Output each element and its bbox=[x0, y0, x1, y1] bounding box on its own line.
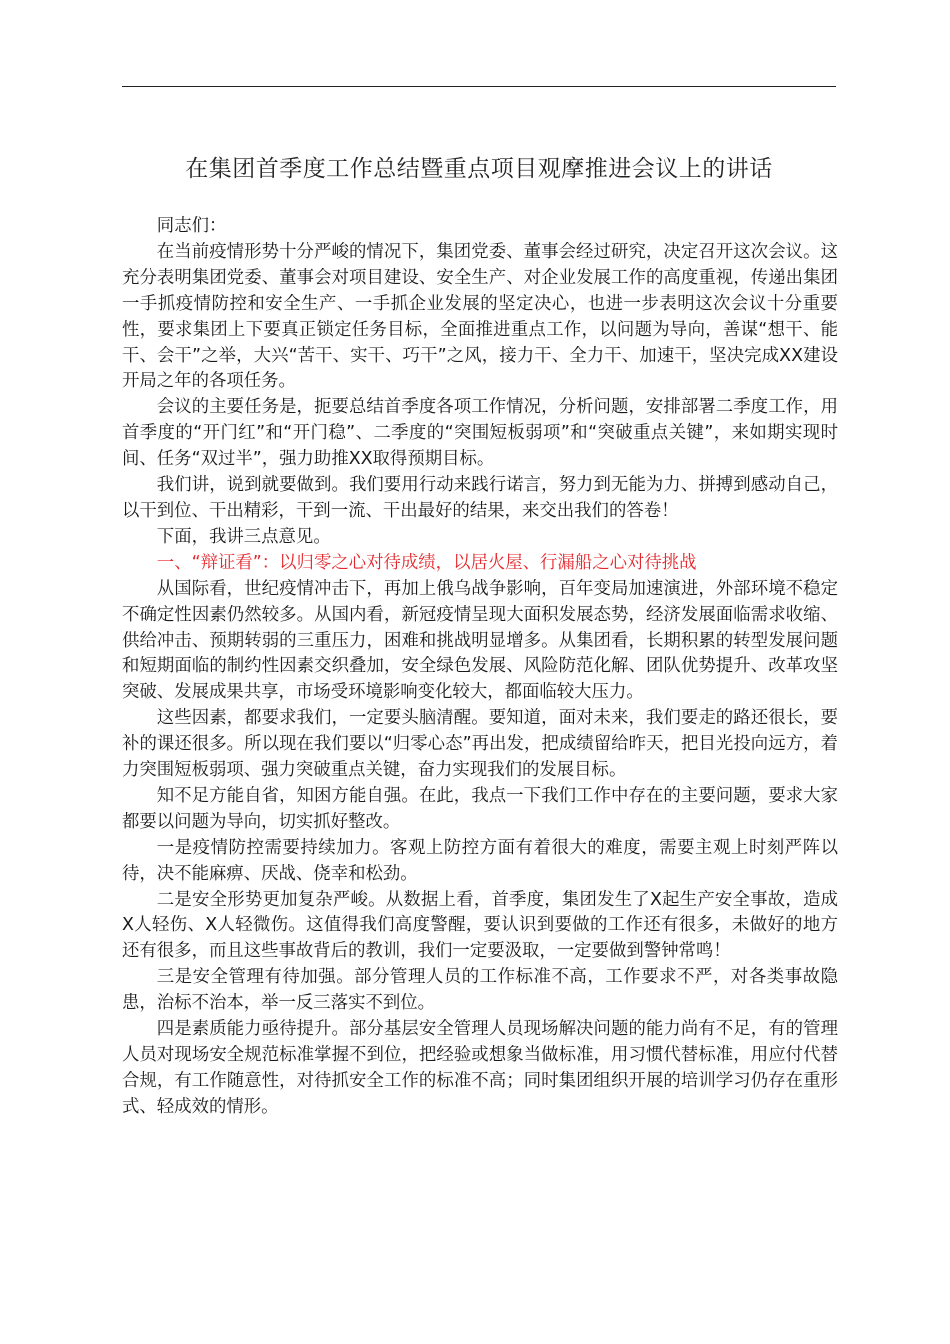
paragraph: 我们讲，说到就要做到。我们要用行动来践行诺言，努力到无能为力、拼搏到感动自己，以干到位、干出精彩，干到一流、干出最好的结果，来交出我们的答卷！ bbox=[122, 475, 838, 521]
paragraph: 四是素质能力亟待提升。部分基层安全管理人员现场解决问题的能力尚有不足，有的管理人员对现场安全规范标准掌握不到位，把经验或想象当做标准，用习惯代替标准，用应付代替合规，有工作随意性，对待抓安全工作的标准不高；同时集团组织开展的培训学习仍存在重形式、轻成效的情形。 bbox=[122, 1019, 838, 1117]
paragraph: 三是安全管理有待加强。部分管理人员的工作标准不高，工作要求不严，对各类事故隐患，治标不治本，举一反三落实不到位。 bbox=[122, 967, 838, 1014]
paragraph: 这些因素，都要求我们，一定要头脑清醒。要知道，面对未来，我们要走的路还很长，要补的课还很多。所以现在我们要以“归零心态”再出发，把成绩留给昨天，把目光投向远方，着力突围短板弱项、强力突破重点关键，奋力实现我们的发展目标。 bbox=[122, 708, 838, 781]
paragraph: 一是疫情防控需要持续加力。客观上防控方面有着很大的难度，需要主观上时刻严阵以待，决不能麻痹、厌战、侥幸和松劲。 bbox=[122, 837, 838, 884]
paragraph: 二是安全形势更加复杂严峻。从数据上看，首季度，集团发生了X起生产安全事故，造成X人轻伤、X人轻微伤。这值得我们高度警醒，要认识到要做的工作还有很多，未做好的地方还有很多，而且这些事故背后的教训，我们一定要汲取，一定要做到警钟常鸣！ bbox=[122, 889, 838, 962]
section-heading: 一、“辩证看”：以归零之心对待成绩，以居火屋、行漏船之心对待挑战 bbox=[156, 552, 697, 573]
paragraph: 下面，我讲三点意见。 bbox=[156, 526, 331, 547]
paragraph: 会议的主要任务是，扼要总结首季度各项工作情况，分析问题，安排部署二季度工作，用首季度的“开门红”和“开门稳”、二季度的“突围短板弱项”和“突破重点关键”，来如期实现时间、任务“双过半”，强力助推XX取得预期目标。 bbox=[122, 397, 838, 470]
top-rule bbox=[122, 86, 836, 87]
paragraph: 知不足方能自省，知困方能自强。在此，我点一下我们工作中存在的主要问题，要求大家都要以问题为导向，切实抓好整改。 bbox=[122, 785, 838, 832]
document-body bbox=[122, 214, 838, 1121]
document-title: 在集团首季度工作总结暨重点项目观摩推进会议上的讲话 bbox=[185, 156, 773, 182]
paragraph: 在当前疫情形势十分严峻的情况下，集团党委、董事会经过研究，决定召开这次会议。这充分表明集团党委、董事会对项目建设、安全生产、对企业发展工作的高度重视，传递出集团一手抓疫情防控和安全生产、一手抓企业发展的坚定决心，也进一步表明这次会议十分重要性，要求集团上下要真正锁定任务目标，全面推进重点工作，以问题为导向，善谋“想干、能干、会干”之举，大兴“苦干、实干、巧干”之风，接力干、全力干、加速干，坚决完成XX建设开局之年的各项任务。 bbox=[122, 241, 838, 392]
paragraph: 从国际看，世纪疫情冲击下，再加上俄乌战争影响，百年变局加速演进，外部环境不稳定不确定性因素仍然较多。从国内看，新冠疫情呈现大面积发展态势，经济发展面临需求收缩、供给冲击、预期转弱的三重压力，困难和挑战明显增多。从集团看，长期积累的转型发展问题和短期面临的制约性因素交织叠加，安全绿色发展、风险防范化解、团队优势提升、改革攻坚突破、发展成果共享，市场受环境影响变化较大，都面临较大压力。 bbox=[122, 578, 838, 703]
salutation: 同志们： bbox=[156, 216, 227, 236]
